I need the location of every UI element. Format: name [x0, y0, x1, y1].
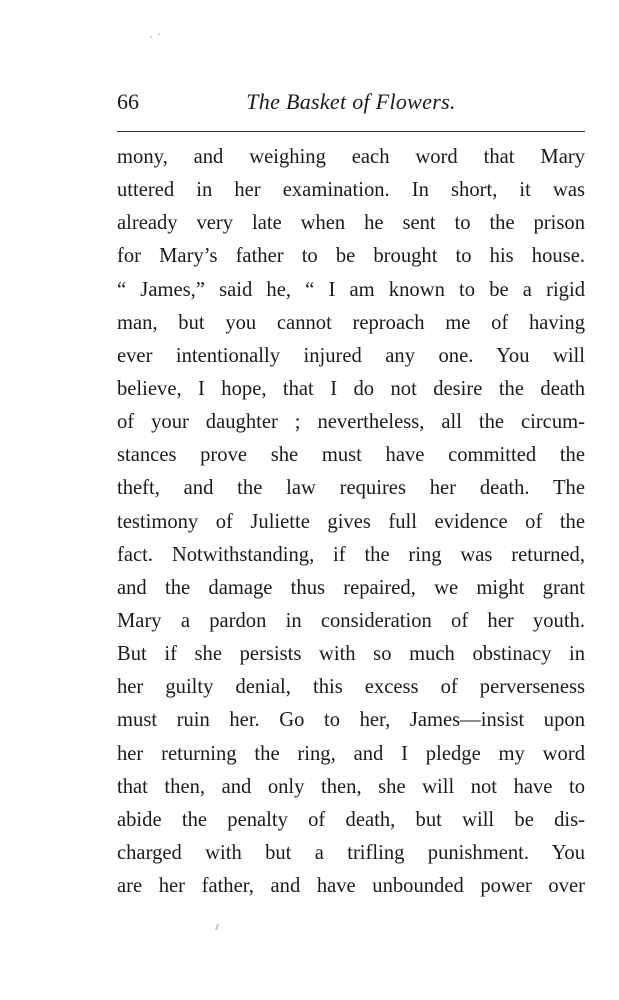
text-line: mony, and weighing each word that Mary — [117, 146, 585, 168]
text-line: her returning the ring, and I pledge my word — [117, 742, 585, 765]
text-line: for Mary’s father to be brought to his house. — [117, 245, 585, 268]
paper-speck — [158, 33, 160, 35]
running-header — [117, 84, 585, 120]
text-line: must ruin her. Go to her, James—insist upon — [117, 709, 585, 732]
text-line: her guilty denial, this excess of perverseness — [117, 676, 585, 699]
text-line: man, but you cannot reproach me of having — [117, 311, 585, 334]
text-line: are her father, and have unbounded power over — [117, 875, 585, 898]
text-line: stances prove she must have committed the — [117, 444, 585, 467]
text-line: believe, I hope, that I do not desire the death — [117, 377, 585, 400]
text-line: abide the penalty of death, but will be dis- — [117, 808, 585, 831]
text-line: theft, and the law requires her death. The — [117, 477, 585, 500]
text-line: already very late when he sent to the prison — [117, 212, 585, 235]
text-line: fact. Notwithstanding, if the ring was returned, — [117, 543, 585, 566]
text-line: ever intentionally injured any one. You will — [117, 344, 585, 367]
page-number: 66 — [117, 89, 139, 114]
running-title: The Basket of Flowers. — [246, 89, 456, 114]
body-text — [117, 141, 585, 903]
text-line: uttered in her examination. In short, it was — [117, 179, 585, 202]
paper-speck — [150, 36, 152, 38]
text-line: that then, and only then, she will not have to — [117, 775, 585, 798]
text-line: of your daughter ; nevertheless, all the circum- — [117, 411, 585, 434]
text-line: testimony of Juliette gives full evidence of the — [117, 510, 585, 533]
text-line: Mary a pardon in consideration of her youth. — [117, 609, 585, 632]
text-line: charged with but a trifling punishment. You — [117, 841, 585, 864]
text-line: and the damage thus repaired, we might grant — [117, 576, 585, 599]
header-rule — [117, 131, 585, 132]
text-line: “ James,” said he, “ I am known to be a rigid — [117, 278, 585, 301]
text-line: But if she persists with so much obstinacy in — [117, 643, 585, 666]
paper-speck — [215, 924, 219, 930]
